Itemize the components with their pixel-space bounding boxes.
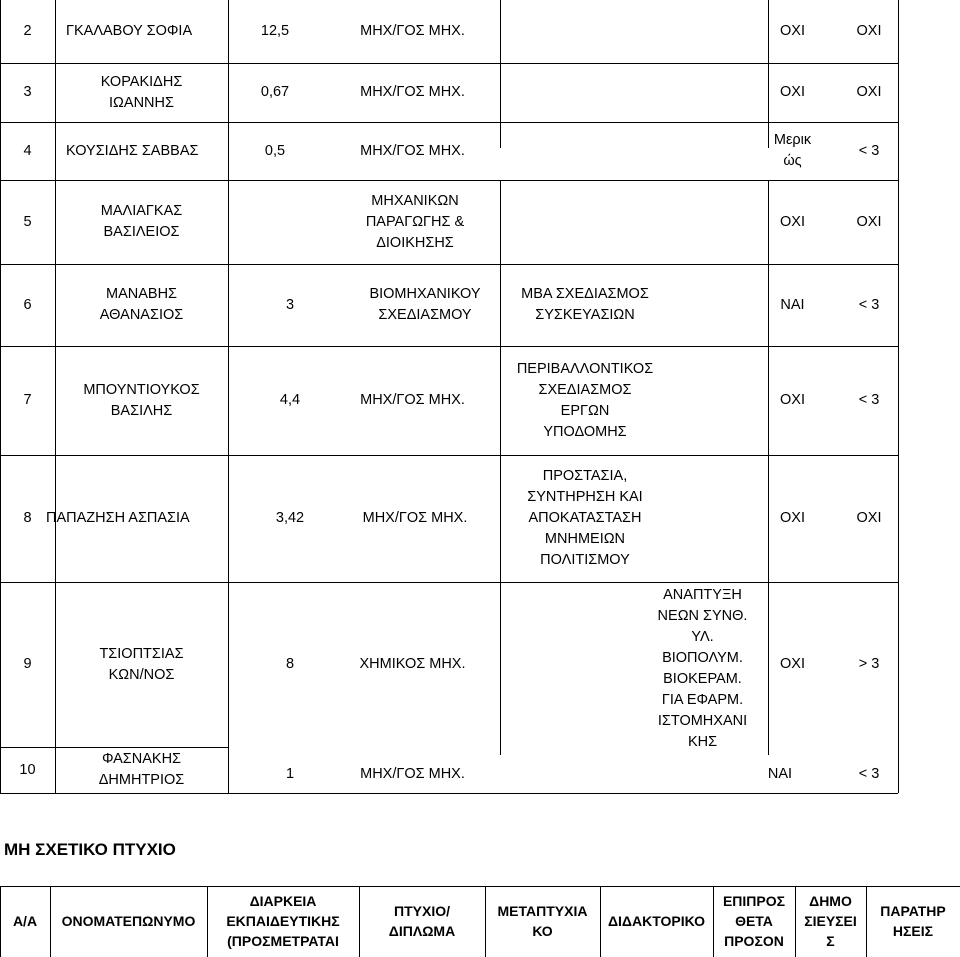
row-master: ΠΕΡΙΒΑΛΛΟΝΤΙΚΟΣ ΣΧΕΔΙΑΣΜΟΣ ΕΡΓΩΝ ΥΠΟΔΟΜΗΣ <box>516 360 654 440</box>
row-number: 4 <box>23 142 32 159</box>
row-degree: ΜΗΧ/ΓΟΣ ΜΗΧ. <box>360 23 465 39</box>
row-number: 3 <box>23 84 32 100</box>
row-remarks: < 3 <box>858 142 880 159</box>
row-duration: 0,5 <box>264 142 286 159</box>
row-name: ΜΑΛΙΑΓΚΑΣ ΒΑΣΙΛΕΙΟΣ <box>100 203 183 240</box>
header-phd: ΔΙΔΑΚΤΟΡΙΚΟ <box>607 913 705 929</box>
header-name: ΟΝΟΜΑΤΕΠΩΝΥΜΟ <box>61 913 196 929</box>
row-name: ΤΣΙΟΠΤΣΙΑΣ ΚΩΝ/ΝΟΣ <box>99 645 184 683</box>
row-phd: ΝΑΙ <box>780 296 805 313</box>
row-name: ΓΚΑΛΑΒΟΥ ΣΟΦΙΑ <box>66 23 193 39</box>
row-degree: ΜΗΧ/ΓΟΣ ΜΗΧ. <box>362 510 468 526</box>
header-degree: ΠΤΥΧΙΟ/ ΔΙΠΛΩΜΑ <box>388 903 456 939</box>
row-name: ΦΑΣΝΑΚΗΣ ΔΗΜΗΤΡΙΟΣ <box>98 751 185 788</box>
row-degree: ΜΗΧ/ΓΟΣ ΜΗΧ. <box>360 765 465 782</box>
row-remarks: ΟΧΙ <box>856 84 882 100</box>
row-degree: ΜΗΧ/ΓΟΣ ΜΗΧ. <box>360 84 465 100</box>
row-phd: ΟΧΙ <box>780 213 805 230</box>
row-phd: ΟΧΙ <box>780 656 805 672</box>
row-master: MBA ΣΧΕΔΙΑΣΜΟΣ ΣΥΣΚΕΥΑΣΙΩΝ <box>521 286 649 323</box>
row-remarks: ΟΧΙ <box>856 213 882 230</box>
row-remarks: < 3 <box>858 765 880 782</box>
row-number: 5 <box>23 213 32 230</box>
row-master: ΑΝΑΠΤΥΞΗ ΝΕΩΝ ΣΥΝΘ. ΥΛ. ΒΙΟΠΟΛΥΜ. ΒΙΟΚΕΡΑΜ. ΓΙΑ ΕΦΑΡΜ. ΙΣΤΟΜΗΧΑΝΙ ΚΗΣ <box>657 586 748 750</box>
row-duration: 4,4 <box>279 392 301 408</box>
row-phd: ΟΧΙ <box>780 510 805 526</box>
header-thesis: ΕΠΙΠΡΟΣ ΘΕΤΑ ΠΡΟΣΟΝ <box>722 893 786 949</box>
header-duration: ΔΙΑΡΚΕΙΑ ΕΚΠΑΙΔΕΥΤΙΚΗΣ (ΠΡΟΣΜΕΤΡΑΤΑΙ <box>226 893 340 949</box>
row-degree: ΜΗΧ/ΓΟΣ ΜΗΧ. <box>360 392 465 408</box>
row-number: 6 <box>23 296 32 313</box>
row-degree: ΧΗΜΙΚΟΣ ΜΗΧ. <box>359 656 466 672</box>
row-duration: 12,5 <box>260 23 290 39</box>
header-master: ΜΕΤΑΠΤΥΧΙΑ ΚΟ <box>497 903 588 939</box>
row-duration: 3 <box>285 296 295 313</box>
section-title: ΜΗ ΣΧΕΤΙΚΟ ΠΤΥΧΙΟ <box>4 840 176 859</box>
row-duration: 3,42 <box>275 510 305 526</box>
row-name: ΚΟΥΣΙΔΗΣ ΣΑΒΒΑΣ <box>66 142 199 159</box>
row-phd: ΟΧΙ <box>780 84 805 100</box>
header-publications: ΔΗΜΟ ΣΙΕΥΣΕΙ Σ <box>804 893 857 949</box>
row-number: 7 <box>23 392 32 408</box>
row-duration: 0,67 <box>260 84 290 100</box>
row-phd: Μερικ ώς <box>773 132 812 169</box>
row-remarks: < 3 <box>858 392 880 408</box>
row-remarks: < 3 <box>858 296 880 313</box>
row-name: ΠΑΠΑΖΗΣΗ ΑΣΠΑΣΙΑ <box>46 510 190 526</box>
header-notes: ΠΑΡΑΤΗΡ ΗΣΕΙΣ <box>880 903 946 939</box>
row-name: ΜΠΟΥΝΤΙΟΥΚΟΣ ΒΑΣΙΛΗΣ <box>83 381 200 419</box>
row-number: 8 <box>23 510 32 526</box>
row-remarks: ΟΧΙ <box>856 510 882 526</box>
row-degree: ΜΗΧ/ΓΟΣ ΜΗΧ. <box>360 142 465 159</box>
row-remarks: ΟΧΙ <box>856 23 882 39</box>
row-phd: ΝΑΙ <box>767 765 793 782</box>
row-duration: 1 <box>285 765 295 782</box>
row-phd: ΟΧΙ <box>780 23 805 39</box>
row-name: ΜΑΝΑΒΗΣ ΑΘΑΝΑΣΙΟΣ <box>99 286 184 323</box>
row-degree: ΒΙΟΜΗΧΑΝΙΚΟΥ ΣΧΕΔΙΑΣΜΟΥ <box>369 286 481 323</box>
row-number: 10 <box>19 761 36 778</box>
row-degree: ΜΗΧΑΝΙΚΩΝ ΠΑΡΑΓΩΓΗΣ & ΔΙΟΙΚΗΣΗΣ <box>365 192 465 251</box>
header-aa: Α/Α <box>12 913 38 929</box>
row-number: 9 <box>23 656 32 672</box>
row-number: 2 <box>23 23 32 39</box>
row-phd: ΟΧΙ <box>780 392 805 408</box>
row-duration: 8 <box>285 656 295 672</box>
row-master: ΠΡΟΣΤΑΣΙΑ, ΣΥΝΤΗΡΗΣΗ ΚΑΙ ΑΠΟΚΑΤΑΣΤΑΣΗ ΜΝΗΜΕΙΩΝ ΠΟΛΙΤΙΣΜΟΥ <box>527 468 643 568</box>
row-name: ΚΟΡΑΚΙΔΗΣ ΙΩΑΝΝΗΣ <box>100 73 183 111</box>
row-remarks: > 3 <box>858 656 880 672</box>
